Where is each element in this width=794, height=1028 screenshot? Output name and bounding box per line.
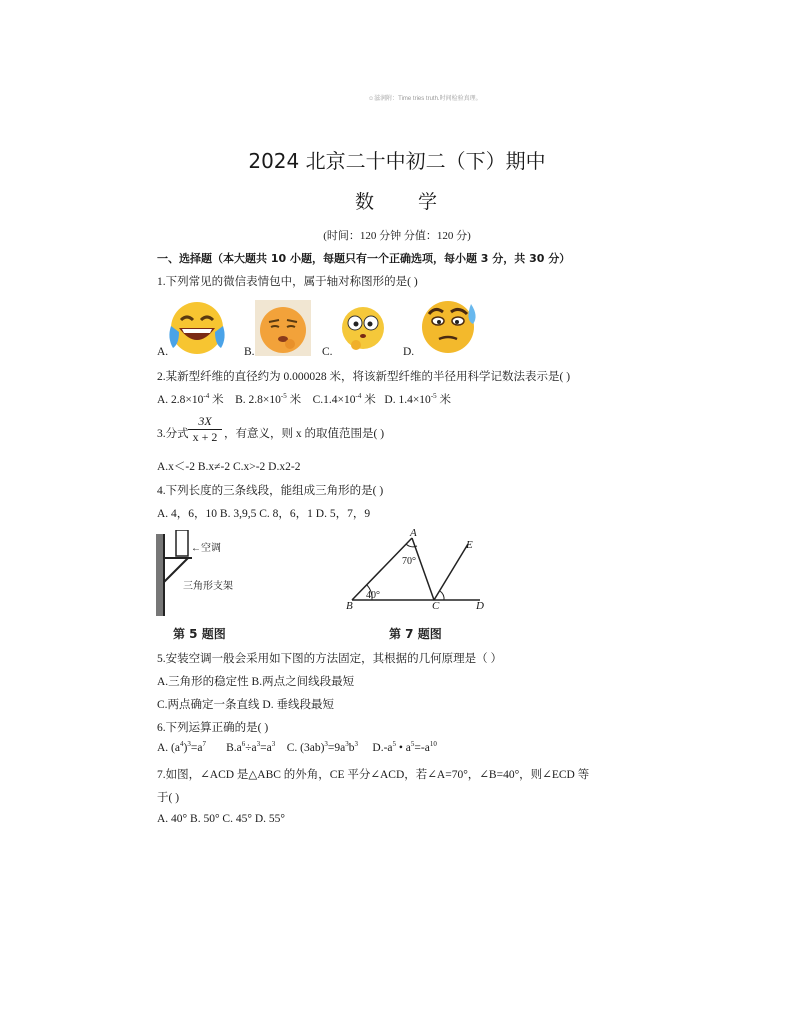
question-2-stem: 2.某新型纤维的直径约为 0.000028 米，将该新型纤维的半径用科学记数法表示是( ) <box>157 371 571 383</box>
q3-suffix: ，有意义，则 x 的取值范围是( ) <box>224 428 385 440</box>
fig7-label-b: B <box>346 600 353 612</box>
q1-option-d: D. <box>403 346 415 358</box>
subject-title <box>0 187 794 214</box>
q3-numerator: 3X <box>188 414 222 430</box>
q5-options-row-2: C.两点确定一条直线 D. 垂线段最短 <box>157 699 334 711</box>
fig7-label-c: C <box>432 600 440 612</box>
q2-option-b: B. $2.8\times 10^{-5}$ 米 <box>235 392 302 406</box>
section-heading: 一、选择题（本大题共 10 小题，每题只有一个正确选项，每小题 3 分，共 30 分） <box>157 252 571 265</box>
q1-option-a: A. <box>157 346 169 358</box>
subject-part-2: 学 <box>418 191 440 213</box>
emoji-sweat-icon <box>419 294 481 361</box>
fig5-label-aircon: ←空调 <box>191 543 221 554</box>
q1-option-b: B. <box>244 346 255 358</box>
q2-option-c: $C.1.4\times 10^{-4}$ 米 <box>312 392 376 406</box>
subject-part-1: 数 <box>354 191 376 213</box>
q6-option-c: C. $(3ab)^3=9a^3b^3$ <box>286 740 359 754</box>
q7-options: A. 40° B. 50° C. 45° D. 55° <box>157 813 285 825</box>
q3-fraction <box>188 414 222 445</box>
q4-options: A. 4，6，10 B. 3,9,5 C. 8，6，1 D. 5，7，9 <box>157 508 371 520</box>
fig7-label-a: A <box>410 527 417 539</box>
exam-meta: (时间：120 分钟 分值：120 分) <box>323 230 471 242</box>
emoji-shocked-icon <box>338 303 388 358</box>
question-4-stem: 4.下列长度的三条线段，能组成三角形的是( ) <box>157 485 384 497</box>
question-7-line-1: 7.如图，∠ACD 是△ABC 的外角，CE 平分∠ACD，若∠A=70°，∠B=40°，则∠ECD 等 <box>157 769 590 781</box>
fig5-caption: 第 5 题图 <box>173 627 226 641</box>
emoji-laughing-icon <box>165 300 229 361</box>
question-5-stem: 5.安装空调一般会采用如下图的方法固定，其根据的几何原理是（ ） <box>157 653 502 665</box>
q3-options: A.x＜-2 B.x≠-2 C.x>-2 D.x2-2 <box>157 461 301 473</box>
q6-option-a: A. $(a^4)^3=a^7$ <box>157 740 206 754</box>
q1-option-c: C. <box>322 346 333 358</box>
question-7-line-2: 于( ) <box>157 792 180 804</box>
watermark: ☺滋润附：Time tries truth.时间检验真理。 <box>368 96 482 102</box>
emoji-smirk-icon <box>255 300 311 361</box>
fig7-angle-a: 70° <box>402 556 416 567</box>
q2-option-a: A. $2.8\times 10^{-4}$ 米 <box>157 392 224 406</box>
q3-denominator: x + 2 <box>192 430 218 444</box>
fig7-label-d: D <box>476 600 484 612</box>
q6-options <box>157 742 437 754</box>
q6-option-d: $D.-a^5$ • $a^5=-a^{10}$ <box>372 740 437 754</box>
question-6-stem: 6.下列运算正确的是( ) <box>157 722 269 734</box>
q2-options <box>157 391 451 407</box>
fig7-caption: 第 7 题图 <box>389 627 442 641</box>
fig7-label-e: E <box>466 539 473 551</box>
question-1-stem: 1.下列常见的微信表情包中，属于轴对称图形的是( ) <box>157 276 418 288</box>
q6-option-b: $B.a^6\div a^3=a^3$ <box>226 740 276 754</box>
q2-option-d: D. $1.4\times 10^{-5}$ 米 <box>384 392 452 406</box>
fig5-label-bracket: 三角形支架 <box>183 581 233 592</box>
q3-prefix: 3.分式 <box>157 428 189 440</box>
fig7-angle-b: 40° <box>366 590 380 601</box>
page-title: 2024 北京二十中初二（下）期中 <box>248 149 546 173</box>
q5-options-row-1: A.三角形的稳定性 B.两点之间线段最短 <box>157 676 355 688</box>
